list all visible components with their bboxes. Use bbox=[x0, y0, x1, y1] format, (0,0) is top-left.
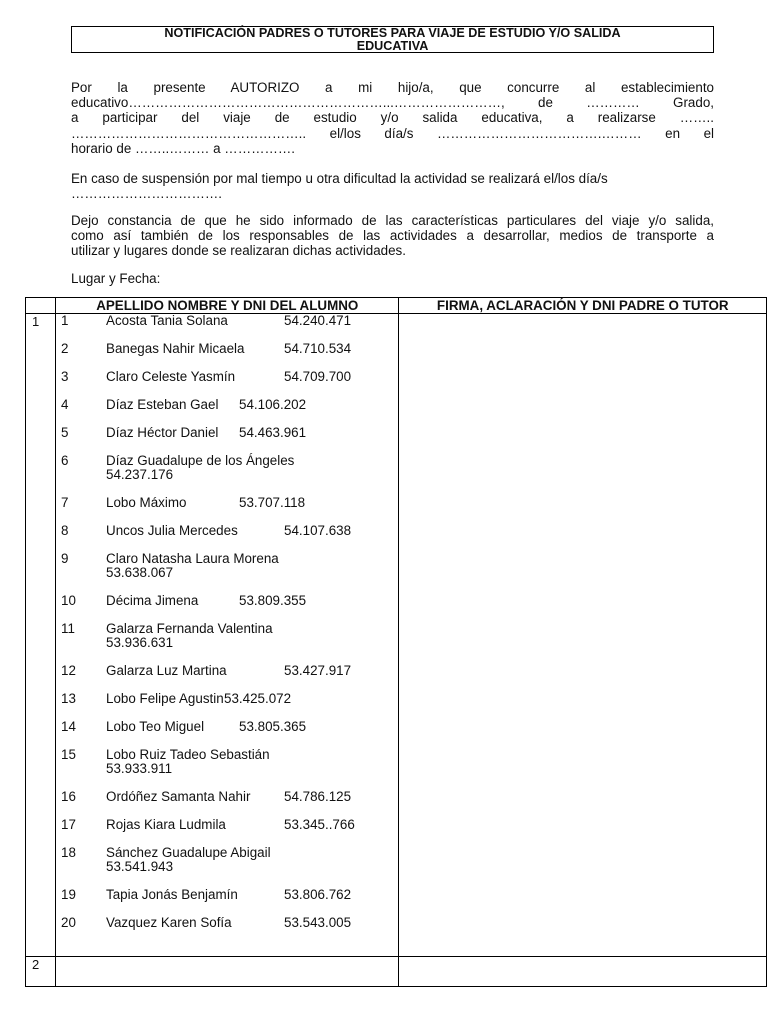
student-name: Díaz Héctor Daniel bbox=[106, 425, 219, 440]
student-number: 14 bbox=[61, 719, 76, 734]
student-name: Lobo Teo Miguel bbox=[106, 719, 205, 734]
student-dni: 54.709.700 bbox=[284, 369, 352, 384]
student-number: 20 bbox=[61, 915, 76, 930]
student-number: 6 bbox=[61, 453, 69, 468]
suspension-paragraph bbox=[71, 171, 714, 201]
empty-signature-cell[interactable] bbox=[399, 957, 767, 987]
student-number: 4 bbox=[61, 397, 69, 412]
student-name: Uncos Julia Mercedes bbox=[106, 523, 238, 538]
student-name: Lobo Ruiz Tadeo Sebastián bbox=[106, 747, 270, 762]
student-number: 16 bbox=[61, 789, 76, 804]
student-number: 5 bbox=[61, 425, 69, 440]
student-dni: 53.933.911 bbox=[106, 761, 173, 776]
student-name: Galarza Fernanda Valentina bbox=[106, 621, 273, 636]
student-dni: 53.806.762 bbox=[284, 887, 352, 902]
student-dni: 53.543.005 bbox=[284, 915, 352, 930]
student-name: Sánchez Guadalupe Abigail bbox=[106, 845, 271, 860]
empty-student-cell[interactable] bbox=[56, 957, 399, 987]
title-line-2: EDUCATIVA bbox=[356, 39, 429, 53]
suspension-line-2: ……………………………. bbox=[71, 186, 223, 202]
student-number: 19 bbox=[61, 887, 76, 902]
student-number: 1 bbox=[61, 313, 69, 328]
student-number: 8 bbox=[61, 523, 69, 538]
header-student: APELLIDO NOMBRE Y DNI DEL ALUMNO bbox=[56, 298, 399, 314]
student-dni: 53.638.067 bbox=[106, 565, 174, 580]
document-title bbox=[71, 26, 714, 53]
student-name: Díaz Guadalupe de los Ángeles bbox=[106, 453, 295, 468]
student-dni: 53.427.917 bbox=[284, 663, 352, 678]
student-number: 18 bbox=[61, 845, 76, 860]
signature-cell[interactable] bbox=[399, 314, 767, 957]
student-number: 17 bbox=[61, 817, 76, 832]
row-number-1: 1 bbox=[26, 314, 56, 957]
student-dni: 54.786.125 bbox=[284, 789, 352, 804]
student-dni: 54.710.534 bbox=[284, 341, 352, 356]
authorization-line-5: horario de ……..……… a ……………. bbox=[71, 140, 295, 156]
student-name: Galarza Luz Martina bbox=[106, 663, 227, 678]
student-name: Vazquez Karen Sofía bbox=[106, 915, 232, 930]
place-date-label: Lugar y Fecha: bbox=[71, 271, 161, 286]
student-name: Claro Natasha Laura Morena bbox=[106, 551, 279, 566]
authorization-line-4: …………………………………………….. el/los día/s ……………………………….……… en el bbox=[71, 125, 714, 141]
student-dni: 53.805.365 bbox=[239, 719, 307, 734]
student-number: 10 bbox=[61, 593, 76, 608]
student-dni: 54.106.202 bbox=[239, 397, 307, 412]
authorization-line-1: Por la presente AUTORIZO a mi hijo/a, que concurre al establecimiento bbox=[71, 80, 714, 95]
student-dni: 53.345..766 bbox=[284, 817, 355, 832]
student-dni: 54.240.471 bbox=[284, 313, 352, 328]
student-dni: 53.425.072 bbox=[224, 691, 292, 706]
student-dni: 54.107.638 bbox=[284, 523, 352, 538]
student-name: Ordóñez Samanta Nahir bbox=[106, 789, 251, 804]
student-dni: 53.541.943 bbox=[106, 859, 174, 874]
table-header-row bbox=[26, 298, 767, 314]
student-dni: 53.936.631 bbox=[106, 635, 174, 650]
student-number: 12 bbox=[61, 663, 76, 678]
student-number: 7 bbox=[61, 495, 69, 510]
table-row bbox=[26, 957, 767, 987]
students-table bbox=[25, 297, 767, 987]
student-number: 15 bbox=[61, 747, 76, 762]
student-name: Lobo Máximo bbox=[106, 495, 187, 510]
row-number-2: 2 bbox=[26, 957, 56, 987]
acknowledgement-line-3: utilizar y lugares donde se realizaran dichas actividades. bbox=[71, 243, 406, 259]
student-dni: 54.237.176 bbox=[106, 467, 174, 482]
student-number: 13 bbox=[61, 691, 76, 706]
authorization-line-2: educativo…………………………………………………...……………………, de ………… Grado, bbox=[71, 95, 714, 111]
student-dni: 53.809.355 bbox=[239, 593, 307, 608]
acknowledgement-paragraph bbox=[71, 213, 714, 259]
student-name: Banegas Nahir Micaela bbox=[106, 341, 245, 356]
student-name: Rojas Kiara Ludmila bbox=[106, 817, 226, 832]
student-number: 3 bbox=[61, 369, 69, 384]
title-line-1: NOTIFICACIÓN PADRES O TUTORES PARA VIAJE DE ESTUDIO Y/O SALIDA bbox=[164, 26, 621, 40]
student-list-cell bbox=[56, 314, 399, 957]
table-row bbox=[26, 314, 767, 957]
header-empty-cell bbox=[26, 298, 56, 314]
student-name: Décima Jimena bbox=[106, 593, 199, 608]
acknowledgement-line-1: Dejo constancia de que he sido informado de las características particulares del viaje y/o salida, bbox=[71, 213, 714, 228]
student-number: 11 bbox=[61, 621, 75, 636]
suspension-line-1: En caso de suspensión por mal tiempo u otra dificultad la actividad se realizará el/los día/s bbox=[71, 171, 608, 186]
header-signature: FIRMA, ACLARACIÓN Y DNI PADRE O TUTOR bbox=[399, 298, 767, 314]
student-name: Acosta Tania Solana bbox=[106, 313, 228, 328]
student-name: Lobo Felipe Agustin bbox=[106, 691, 224, 706]
student-number: 2 bbox=[61, 341, 69, 356]
authorization-line-3: a participar del viaje de estudio y/o salida educativa, a realizarse …….. bbox=[71, 110, 714, 126]
student-dni: 54.463.961 bbox=[239, 425, 307, 440]
student-dni: 53.707.118 bbox=[239, 495, 306, 510]
student-name: Claro Celeste Yasmín bbox=[106, 369, 236, 384]
authorization-paragraph bbox=[71, 80, 714, 156]
student-number: 9 bbox=[61, 551, 69, 566]
student-name: Tapia Jonás Benjamín bbox=[106, 887, 238, 902]
student-name: Díaz Esteban Gael bbox=[106, 397, 219, 412]
acknowledgement-line-2: como así también de los responsables de las actividades a desarrollar, medios de transporte a bbox=[71, 228, 714, 244]
